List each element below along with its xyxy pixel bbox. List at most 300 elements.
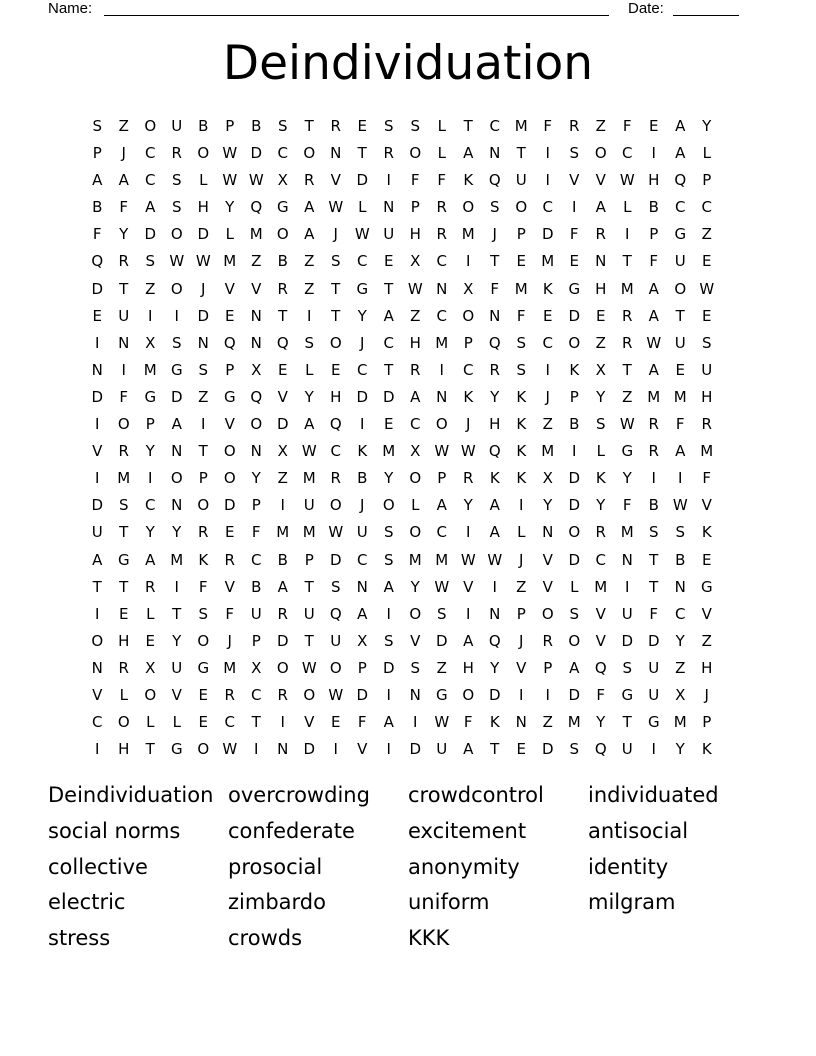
grid-letter[interactable]: Z (516, 577, 527, 596)
grid-letter[interactable]: A (383, 713, 394, 732)
grid-letter[interactable]: S (304, 333, 315, 352)
grid-letter[interactable]: E (702, 306, 712, 325)
grid-letter[interactable]: W (434, 713, 450, 732)
grid-letter[interactable]: K (542, 279, 553, 298)
grid-letter[interactable]: Q (674, 171, 687, 190)
grid-letter[interactable]: P (145, 415, 155, 434)
grid-letter[interactable]: M (461, 225, 475, 244)
grid-letter[interactable]: D (144, 225, 157, 244)
grid-letter[interactable]: Y (490, 387, 500, 406)
grid-letter[interactable]: V (463, 577, 474, 596)
grid-letter[interactable]: K (463, 171, 474, 190)
grid-letter[interactable]: B (569, 415, 580, 434)
grid-letter[interactable]: I (625, 225, 630, 244)
grid-letter[interactable]: O (329, 333, 342, 352)
grid-letter[interactable]: R (595, 523, 606, 542)
grid-letter[interactable]: L (146, 604, 155, 623)
grid-letter[interactable]: G (144, 387, 157, 406)
grid-letter[interactable]: S (622, 658, 633, 677)
grid-letter[interactable]: S (701, 333, 712, 352)
grid-letter[interactable]: D (621, 631, 634, 650)
grid-letter[interactable]: M (302, 523, 316, 542)
grid-letter[interactable]: X (251, 658, 262, 677)
grid-letter[interactable]: I (95, 333, 100, 352)
grid-letter[interactable]: O (144, 685, 157, 704)
grid-letter[interactable]: L (570, 577, 579, 596)
grid-letter[interactable]: F (119, 198, 129, 217)
grid-letter[interactable]: Y (119, 225, 129, 244)
grid-letter[interactable]: B (648, 496, 659, 515)
grid-letter[interactable]: L (411, 496, 420, 515)
grid-letter[interactable]: D (541, 740, 554, 759)
grid-letter[interactable]: R (304, 171, 315, 190)
grid-letter[interactable]: G (621, 442, 634, 461)
grid-letter[interactable]: A (463, 631, 474, 650)
grid-letter[interactable]: C (410, 415, 421, 434)
grid-letter[interactable]: I (519, 496, 524, 515)
grid-letter[interactable]: F (675, 415, 685, 434)
grid-letter[interactable]: S (383, 550, 394, 569)
grid-letter[interactable]: J (466, 415, 471, 434)
grid-letter[interactable]: O (462, 198, 475, 217)
grid-letter[interactable]: A (145, 550, 156, 569)
grid-letter[interactable]: H (118, 631, 130, 650)
grid-letter[interactable]: P (251, 496, 261, 515)
grid-letter[interactable]: E (225, 523, 235, 542)
grid-letter[interactable]: Q (594, 658, 607, 677)
grid-letter[interactable]: C (357, 360, 368, 379)
grid-letter[interactable]: N (595, 252, 607, 271)
grid-letter[interactable]: T (198, 442, 208, 461)
grid-letter[interactable]: W (301, 442, 317, 461)
grid-letter[interactable]: G (197, 658, 210, 677)
grid-letter[interactable]: A (145, 198, 156, 217)
grid-letter[interactable]: D (356, 387, 369, 406)
grid-letter[interactable]: W (487, 550, 503, 569)
grid-letter[interactable]: O (674, 279, 687, 298)
grid-letter[interactable]: E (198, 685, 208, 704)
grid-letter[interactable]: H (489, 415, 501, 434)
grid-letter[interactable]: D (435, 631, 448, 650)
grid-letter[interactable]: H (701, 658, 713, 677)
grid-letter[interactable]: P (569, 387, 579, 406)
grid-letter[interactable]: Y (596, 713, 606, 732)
grid-letter[interactable]: I (545, 685, 550, 704)
grid-letter[interactable]: M (594, 577, 608, 596)
grid-letter[interactable]: I (254, 740, 259, 759)
grid-letter[interactable]: Q (594, 740, 607, 759)
grid-letter[interactable]: A (171, 415, 182, 434)
grid-letter[interactable]: W (407, 279, 423, 298)
grid-letter[interactable]: I (572, 442, 577, 461)
grid-letter[interactable]: R (330, 469, 341, 488)
grid-letter[interactable]: R (277, 604, 288, 623)
grid-letter[interactable]: O (462, 685, 475, 704)
grid-letter[interactable]: I (651, 144, 656, 163)
grid-letter[interactable]: M (302, 469, 316, 488)
grid-letter[interactable]: S (516, 360, 527, 379)
grid-letter[interactable]: H (197, 198, 209, 217)
grid-letter[interactable]: X (410, 442, 421, 461)
grid-letter[interactable]: R (224, 550, 235, 569)
grid-letter[interactable]: D (541, 225, 554, 244)
grid-letter[interactable]: M (408, 550, 422, 569)
grid-letter[interactable]: U (303, 604, 315, 623)
grid-letter[interactable]: V (410, 631, 421, 650)
grid-letter[interactable]: N (489, 306, 501, 325)
grid-letter[interactable]: W (248, 171, 264, 190)
grid-letter[interactable]: R (277, 279, 288, 298)
grid-letter[interactable]: O (329, 496, 342, 515)
grid-letter[interactable]: E (331, 713, 341, 732)
grid-letter[interactable]: Z (410, 306, 421, 325)
grid-letter[interactable]: Y (145, 523, 155, 542)
grid-letter[interactable]: T (304, 577, 314, 596)
grid-letter[interactable]: C (224, 713, 235, 732)
grid-letter[interactable]: C (622, 144, 633, 163)
grid-letter[interactable]: T (304, 117, 314, 135)
grid-letter[interactable]: B (357, 469, 368, 488)
grid-letter[interactable]: Z (622, 387, 633, 406)
grid-letter[interactable]: A (383, 306, 394, 325)
grid-letter[interactable]: N (250, 306, 262, 325)
grid-letter[interactable]: D (276, 415, 289, 434)
grid-letter[interactable]: X (277, 442, 288, 461)
grid-letter[interactable]: C (145, 144, 156, 163)
grid-letter[interactable]: O (276, 225, 289, 244)
grid-letter[interactable]: J (333, 225, 338, 244)
grid-letter[interactable]: O (91, 631, 104, 650)
grid-letter[interactable]: D (197, 306, 210, 325)
grid-letter[interactable]: Y (172, 523, 182, 542)
grid-letter[interactable]: T (304, 631, 314, 650)
grid-letter[interactable]: E (92, 306, 102, 325)
grid-letter[interactable]: P (198, 469, 208, 488)
grid-letter[interactable]: E (569, 252, 579, 271)
grid-letter[interactable]: O (144, 117, 157, 135)
grid-letter[interactable]: X (463, 279, 474, 298)
grid-letter[interactable]: I (201, 415, 206, 434)
grid-letter[interactable]: K (516, 387, 527, 406)
grid-letter[interactable]: A (648, 279, 659, 298)
grid-letter[interactable]: E (675, 360, 685, 379)
grid-letter[interactable]: T (357, 144, 367, 163)
grid-letter[interactable]: Z (701, 631, 712, 650)
grid-letter[interactable]: R (118, 252, 129, 271)
grid-letter[interactable]: P (357, 658, 367, 677)
grid-letter[interactable]: X (542, 469, 553, 488)
grid-letter[interactable]: C (436, 523, 447, 542)
grid-letter[interactable]: N (277, 740, 289, 759)
grid-letter[interactable]: M (567, 713, 581, 732)
grid-letter[interactable]: E (649, 117, 659, 135)
grid-letter[interactable]: S (410, 658, 421, 677)
grid-letter[interactable]: F (569, 225, 579, 244)
grid-letter[interactable]: N (171, 442, 183, 461)
grid-letter[interactable]: E (225, 306, 235, 325)
grid-letter[interactable]: Y (145, 442, 155, 461)
grid-letter[interactable]: U (171, 658, 183, 677)
grid-letter[interactable]: C (595, 550, 606, 569)
grid-letter[interactable]: P (649, 225, 659, 244)
grid-letter[interactable]: O (197, 144, 210, 163)
grid-letter[interactable]: H (409, 225, 421, 244)
grid-letter[interactable]: V (92, 685, 103, 704)
grid-letter[interactable]: M (514, 117, 528, 135)
grid-letter[interactable]: C (489, 117, 500, 135)
grid-letter[interactable]: I (174, 577, 179, 596)
grid-letter[interactable]: J (360, 333, 365, 352)
grid-letter[interactable]: L (146, 713, 155, 732)
grid-letter[interactable]: P (304, 550, 314, 569)
grid-letter[interactable]: T (675, 306, 685, 325)
grid-letter[interactable]: N (436, 279, 448, 298)
grid-letter[interactable]: O (409, 144, 422, 163)
grid-letter[interactable]: R (701, 415, 712, 434)
grid-letter[interactable]: A (277, 577, 288, 596)
grid-letter[interactable]: A (92, 171, 103, 190)
grid-letter[interactable]: O (303, 144, 316, 163)
grid-letter[interactable]: Z (198, 387, 209, 406)
grid-letter[interactable]: T (516, 144, 526, 163)
grid-letter[interactable]: O (515, 198, 528, 217)
grid-letter[interactable]: I (148, 469, 153, 488)
grid-letter[interactable]: A (383, 577, 394, 596)
grid-letter[interactable]: L (437, 144, 446, 163)
grid-letter[interactable]: M (541, 252, 555, 271)
grid-letter[interactable]: P (225, 117, 235, 135)
grid-letter[interactable]: D (91, 496, 104, 515)
grid-letter[interactable]: T (92, 577, 102, 596)
grid-letter[interactable]: R (224, 685, 235, 704)
grid-letter[interactable]: E (357, 117, 367, 135)
grid-letter[interactable]: W (328, 523, 344, 542)
grid-letter[interactable]: N (409, 685, 421, 704)
grid-letter[interactable]: F (543, 117, 553, 135)
grid-letter[interactable]: U (515, 171, 527, 190)
grid-letter[interactable]: N (91, 360, 103, 379)
grid-letter[interactable]: O (303, 685, 316, 704)
grid-letter[interactable]: J (492, 225, 497, 244)
grid-letter[interactable]: J (704, 685, 709, 704)
grid-letter[interactable]: R (648, 442, 659, 461)
grid-letter[interactable]: S (569, 144, 580, 163)
grid-letter[interactable]: F (198, 577, 208, 596)
grid-letter[interactable]: L (199, 171, 208, 190)
grid-letter[interactable]: U (674, 252, 686, 271)
grid-letter[interactable]: P (251, 631, 261, 650)
grid-letter[interactable]: W (222, 144, 238, 163)
grid-letter[interactable]: M (514, 279, 528, 298)
grid-letter[interactable]: L (437, 117, 446, 135)
grid-letter[interactable]: G (568, 279, 581, 298)
grid-letter[interactable]: Y (304, 387, 314, 406)
grid-letter[interactable]: C (330, 442, 341, 461)
grid-letter[interactable]: J (360, 496, 365, 515)
grid-letter[interactable]: Y (384, 469, 394, 488)
grid-letter[interactable]: F (596, 685, 606, 704)
grid-letter[interactable]: S (118, 496, 129, 515)
grid-letter[interactable]: O (117, 713, 130, 732)
grid-letter[interactable]: H (409, 333, 421, 352)
grid-letter[interactable]: I (95, 604, 100, 623)
grid-letter[interactable]: K (569, 360, 580, 379)
grid-letter[interactable]: L (225, 225, 234, 244)
grid-letter[interactable]: D (568, 496, 581, 515)
grid-letter[interactable]: R (145, 577, 156, 596)
grid-letter[interactable]: V (542, 550, 553, 569)
grid-letter[interactable]: E (198, 713, 208, 732)
grid-letter[interactable]: W (222, 740, 238, 759)
grid-letter[interactable]: C (463, 360, 474, 379)
grid-letter[interactable]: I (545, 144, 550, 163)
grid-letter[interactable]: U (171, 117, 183, 135)
grid-letter[interactable]: R (330, 117, 341, 135)
grid-letter[interactable]: M (143, 360, 157, 379)
grid-letter[interactable]: Q (488, 171, 501, 190)
grid-letter[interactable]: W (460, 550, 476, 569)
grid-letter[interactable]: W (195, 252, 211, 271)
grid-letter[interactable]: R (595, 225, 606, 244)
grid-letter[interactable]: N (171, 496, 183, 515)
grid-letter[interactable]: Z (436, 658, 447, 677)
grid-letter[interactable]: P (463, 333, 473, 352)
grid-letter[interactable]: C (701, 198, 712, 217)
grid-letter[interactable]: J (545, 387, 550, 406)
grid-letter[interactable]: A (463, 144, 474, 163)
grid-letter[interactable]: A (569, 658, 580, 677)
grid-letter[interactable]: R (383, 144, 394, 163)
grid-letter[interactable]: T (622, 252, 632, 271)
grid-letter[interactable]: P (702, 713, 712, 732)
grid-letter[interactable]: C (277, 144, 288, 163)
grid-letter[interactable]: E (702, 252, 712, 271)
grid-letter[interactable]: T (119, 523, 129, 542)
grid-letter[interactable]: W (699, 279, 715, 298)
grid-letter[interactable]: I (492, 577, 497, 596)
grid-letter[interactable]: T (119, 577, 129, 596)
grid-letter[interactable]: P (516, 225, 526, 244)
grid-letter[interactable]: N (250, 442, 262, 461)
grid-letter[interactable]: C (436, 252, 447, 271)
grid-letter[interactable]: E (516, 252, 526, 271)
grid-letter[interactable]: H (595, 279, 607, 298)
grid-letter[interactable]: B (648, 198, 659, 217)
grid-letter[interactable]: V (224, 415, 235, 434)
grid-letter[interactable]: T (384, 360, 394, 379)
grid-letter[interactable]: I (439, 360, 444, 379)
grid-letter[interactable]: S (277, 117, 288, 135)
grid-letter[interactable]: L (358, 198, 367, 217)
grid-letter[interactable]: T (490, 252, 500, 271)
grid-letter[interactable]: T (649, 550, 659, 569)
grid-letter[interactable]: D (329, 550, 342, 569)
grid-letter[interactable]: G (621, 685, 634, 704)
grid-letter[interactable]: L (623, 198, 632, 217)
grid-letter[interactable]: M (647, 387, 661, 406)
grid-letter[interactable]: Z (304, 252, 315, 271)
grid-letter[interactable]: M (170, 550, 184, 569)
grid-letter[interactable]: K (357, 442, 368, 461)
grid-letter[interactable]: V (595, 604, 606, 623)
grid-letter[interactable]: B (675, 550, 686, 569)
grid-letter[interactable]: P (437, 469, 447, 488)
grid-letter[interactable]: W (460, 442, 476, 461)
grid-letter[interactable]: L (596, 442, 605, 461)
grid-letter[interactable]: O (276, 658, 289, 677)
grid-letter[interactable]: L (305, 360, 314, 379)
grid-letter[interactable]: A (304, 198, 315, 217)
grid-letter[interactable]: Z (542, 713, 553, 732)
grid-letter[interactable]: J (121, 144, 126, 163)
grid-letter[interactable]: U (303, 496, 315, 515)
grid-letter[interactable]: P (410, 198, 420, 217)
grid-letter[interactable]: P (543, 658, 553, 677)
grid-letter[interactable]: R (648, 415, 659, 434)
grid-letter[interactable]: I (386, 604, 391, 623)
grid-letter[interactable]: V (330, 171, 341, 190)
grid-letter[interactable]: I (280, 496, 285, 515)
grid-letter[interactable]: Q (250, 198, 263, 217)
grid-letter[interactable]: Z (542, 415, 553, 434)
grid-letter[interactable]: B (198, 117, 209, 135)
grid-letter[interactable]: I (174, 306, 179, 325)
grid-letter[interactable]: E (145, 631, 155, 650)
grid-letter[interactable]: M (673, 387, 687, 406)
grid-letter[interactable]: G (356, 279, 369, 298)
grid-letter[interactable]: L (172, 713, 181, 732)
grid-letter[interactable]: V (569, 171, 580, 190)
grid-letter[interactable]: N (542, 523, 554, 542)
grid-letter[interactable]: M (620, 523, 634, 542)
grid-letter[interactable]: O (409, 469, 422, 488)
grid-letter[interactable]: N (118, 333, 130, 352)
grid-letter[interactable]: O (117, 415, 130, 434)
grid-letter[interactable]: D (382, 658, 395, 677)
grid-letter[interactable]: W (328, 198, 344, 217)
grid-letter[interactable]: I (95, 415, 100, 434)
grid-letter[interactable]: S (516, 333, 527, 352)
grid-letter[interactable]: S (171, 333, 182, 352)
grid-letter[interactable]: X (675, 685, 686, 704)
grid-letter[interactable]: I (386, 740, 391, 759)
grid-letter[interactable]: W (434, 442, 450, 461)
grid-letter[interactable]: D (250, 144, 263, 163)
grid-letter[interactable]: A (436, 496, 447, 515)
grid-letter[interactable]: U (621, 604, 633, 623)
grid-letter[interactable]: K (516, 442, 527, 461)
grid-letter[interactable]: G (170, 740, 183, 759)
grid-letter[interactable]: T (251, 713, 261, 732)
grid-letter[interactable]: S (410, 117, 421, 135)
grid-letter[interactable]: X (357, 631, 368, 650)
grid-letter[interactable]: Y (463, 496, 473, 515)
grid-letter[interactable]: E (543, 306, 553, 325)
grid-letter[interactable]: R (622, 306, 633, 325)
grid-letter[interactable]: S (383, 523, 394, 542)
grid-letter[interactable]: O (568, 333, 581, 352)
grid-letter[interactable]: R (198, 523, 209, 542)
grid-letter[interactable]: R (436, 225, 447, 244)
grid-letter[interactable]: U (330, 631, 342, 650)
grid-letter[interactable]: F (251, 523, 261, 542)
grid-letter[interactable]: Y (410, 577, 420, 596)
grid-letter[interactable]: F (119, 387, 129, 406)
grid-letter[interactable]: I (121, 360, 126, 379)
grid-letter[interactable]: I (360, 415, 365, 434)
grid-letter[interactable]: B (277, 252, 288, 271)
grid-letter[interactable]: I (678, 469, 683, 488)
